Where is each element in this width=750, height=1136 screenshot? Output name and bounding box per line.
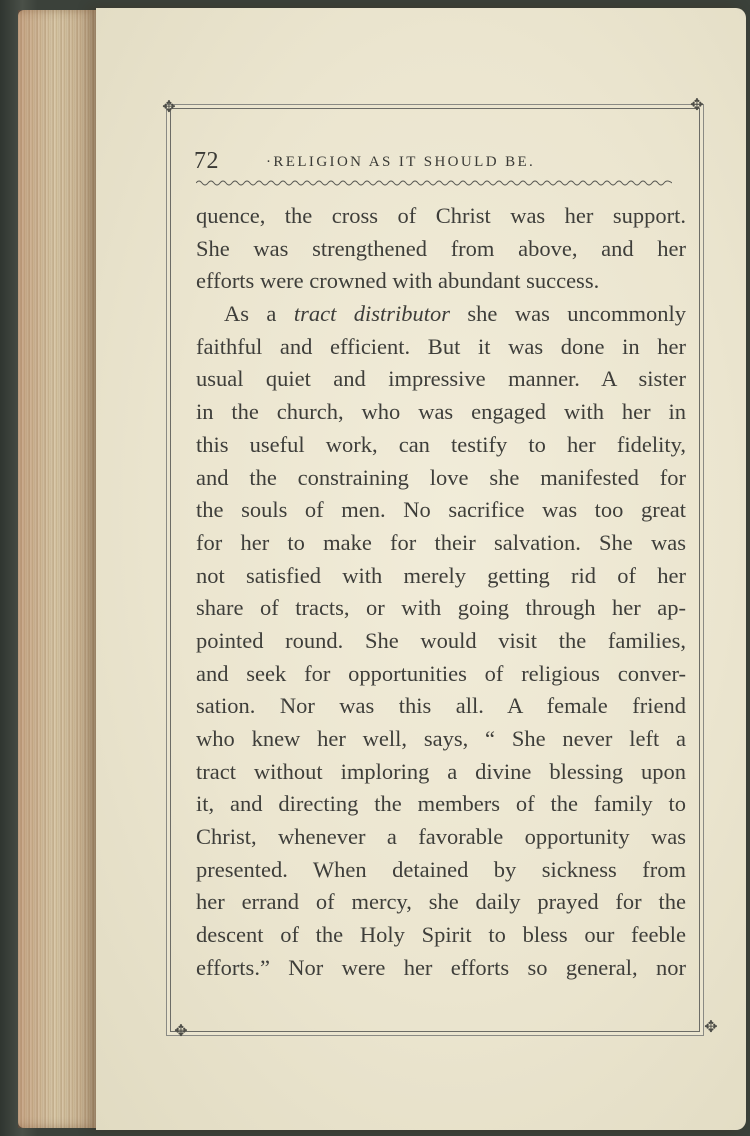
page-number: 72 xyxy=(194,148,219,174)
corner-ornament-icon: ✥ xyxy=(174,1021,188,1040)
text-line: She was strengthened from above, and her xyxy=(196,235,686,261)
corner-ornament-icon: ✥ xyxy=(704,1017,718,1036)
text-line: in the church, who was engaged with her in xyxy=(196,399,686,425)
corner-ornament-icon: ✥ xyxy=(162,97,176,116)
text-fragment: she was uncommonly xyxy=(450,301,686,327)
text-line: sation. Nor was this all. A female friend xyxy=(196,693,686,719)
running-title: ·RELIGION AS IT SHOULD BE. xyxy=(266,154,536,170)
text-line: it, and directing the members of the family to xyxy=(196,791,686,817)
wavy-rule xyxy=(196,178,672,188)
text-line: her errand of mercy, she daily prayed for the xyxy=(196,889,686,915)
text-line: tract without imploring a divine blessing upon xyxy=(196,758,686,784)
text-line: this useful work, can testify to her fidelity, xyxy=(196,431,686,457)
text-line: efforts were crowned with abundant success. xyxy=(196,268,600,294)
text-line: presented. When detained by sickness from xyxy=(196,856,686,882)
corner-ornament-icon: ✥ xyxy=(690,95,704,114)
emphasized-text: tract distributor xyxy=(293,301,451,327)
text-line xyxy=(196,298,686,331)
body-text xyxy=(196,200,686,985)
text-line: quence, the cross of Christ was her support. xyxy=(196,203,686,228)
text-line: descent of the Holy Spirit to bless our feeble xyxy=(196,922,686,948)
text-line: pointed round. She would visit the families, xyxy=(196,627,686,653)
text-line: who knew her well, says, “ She never left a xyxy=(196,726,686,751)
text-line: and seek for opportunities of religious conver- xyxy=(196,660,686,686)
text-line: Christ, whenever a favorable opportunity was xyxy=(196,824,686,850)
text-line: usual quiet and impressive manner. A sister xyxy=(196,366,686,392)
text-line: faithful and efficient. But it was done in her xyxy=(196,333,686,359)
text-line: efforts.” Nor were her efforts so general, nor xyxy=(196,954,686,980)
text-fragment: As a xyxy=(224,301,294,327)
text-line: the souls of men. No sacrifice was too great xyxy=(196,497,686,523)
text-line: and the constraining love she manifested for xyxy=(196,464,686,490)
text-line: not satisfied with merely getting rid of her xyxy=(196,562,686,588)
text-line: share of tracts, or with going through her ap- xyxy=(196,595,686,621)
running-head xyxy=(194,148,674,180)
text-line: for her to make for their salvation. She was xyxy=(196,529,686,555)
